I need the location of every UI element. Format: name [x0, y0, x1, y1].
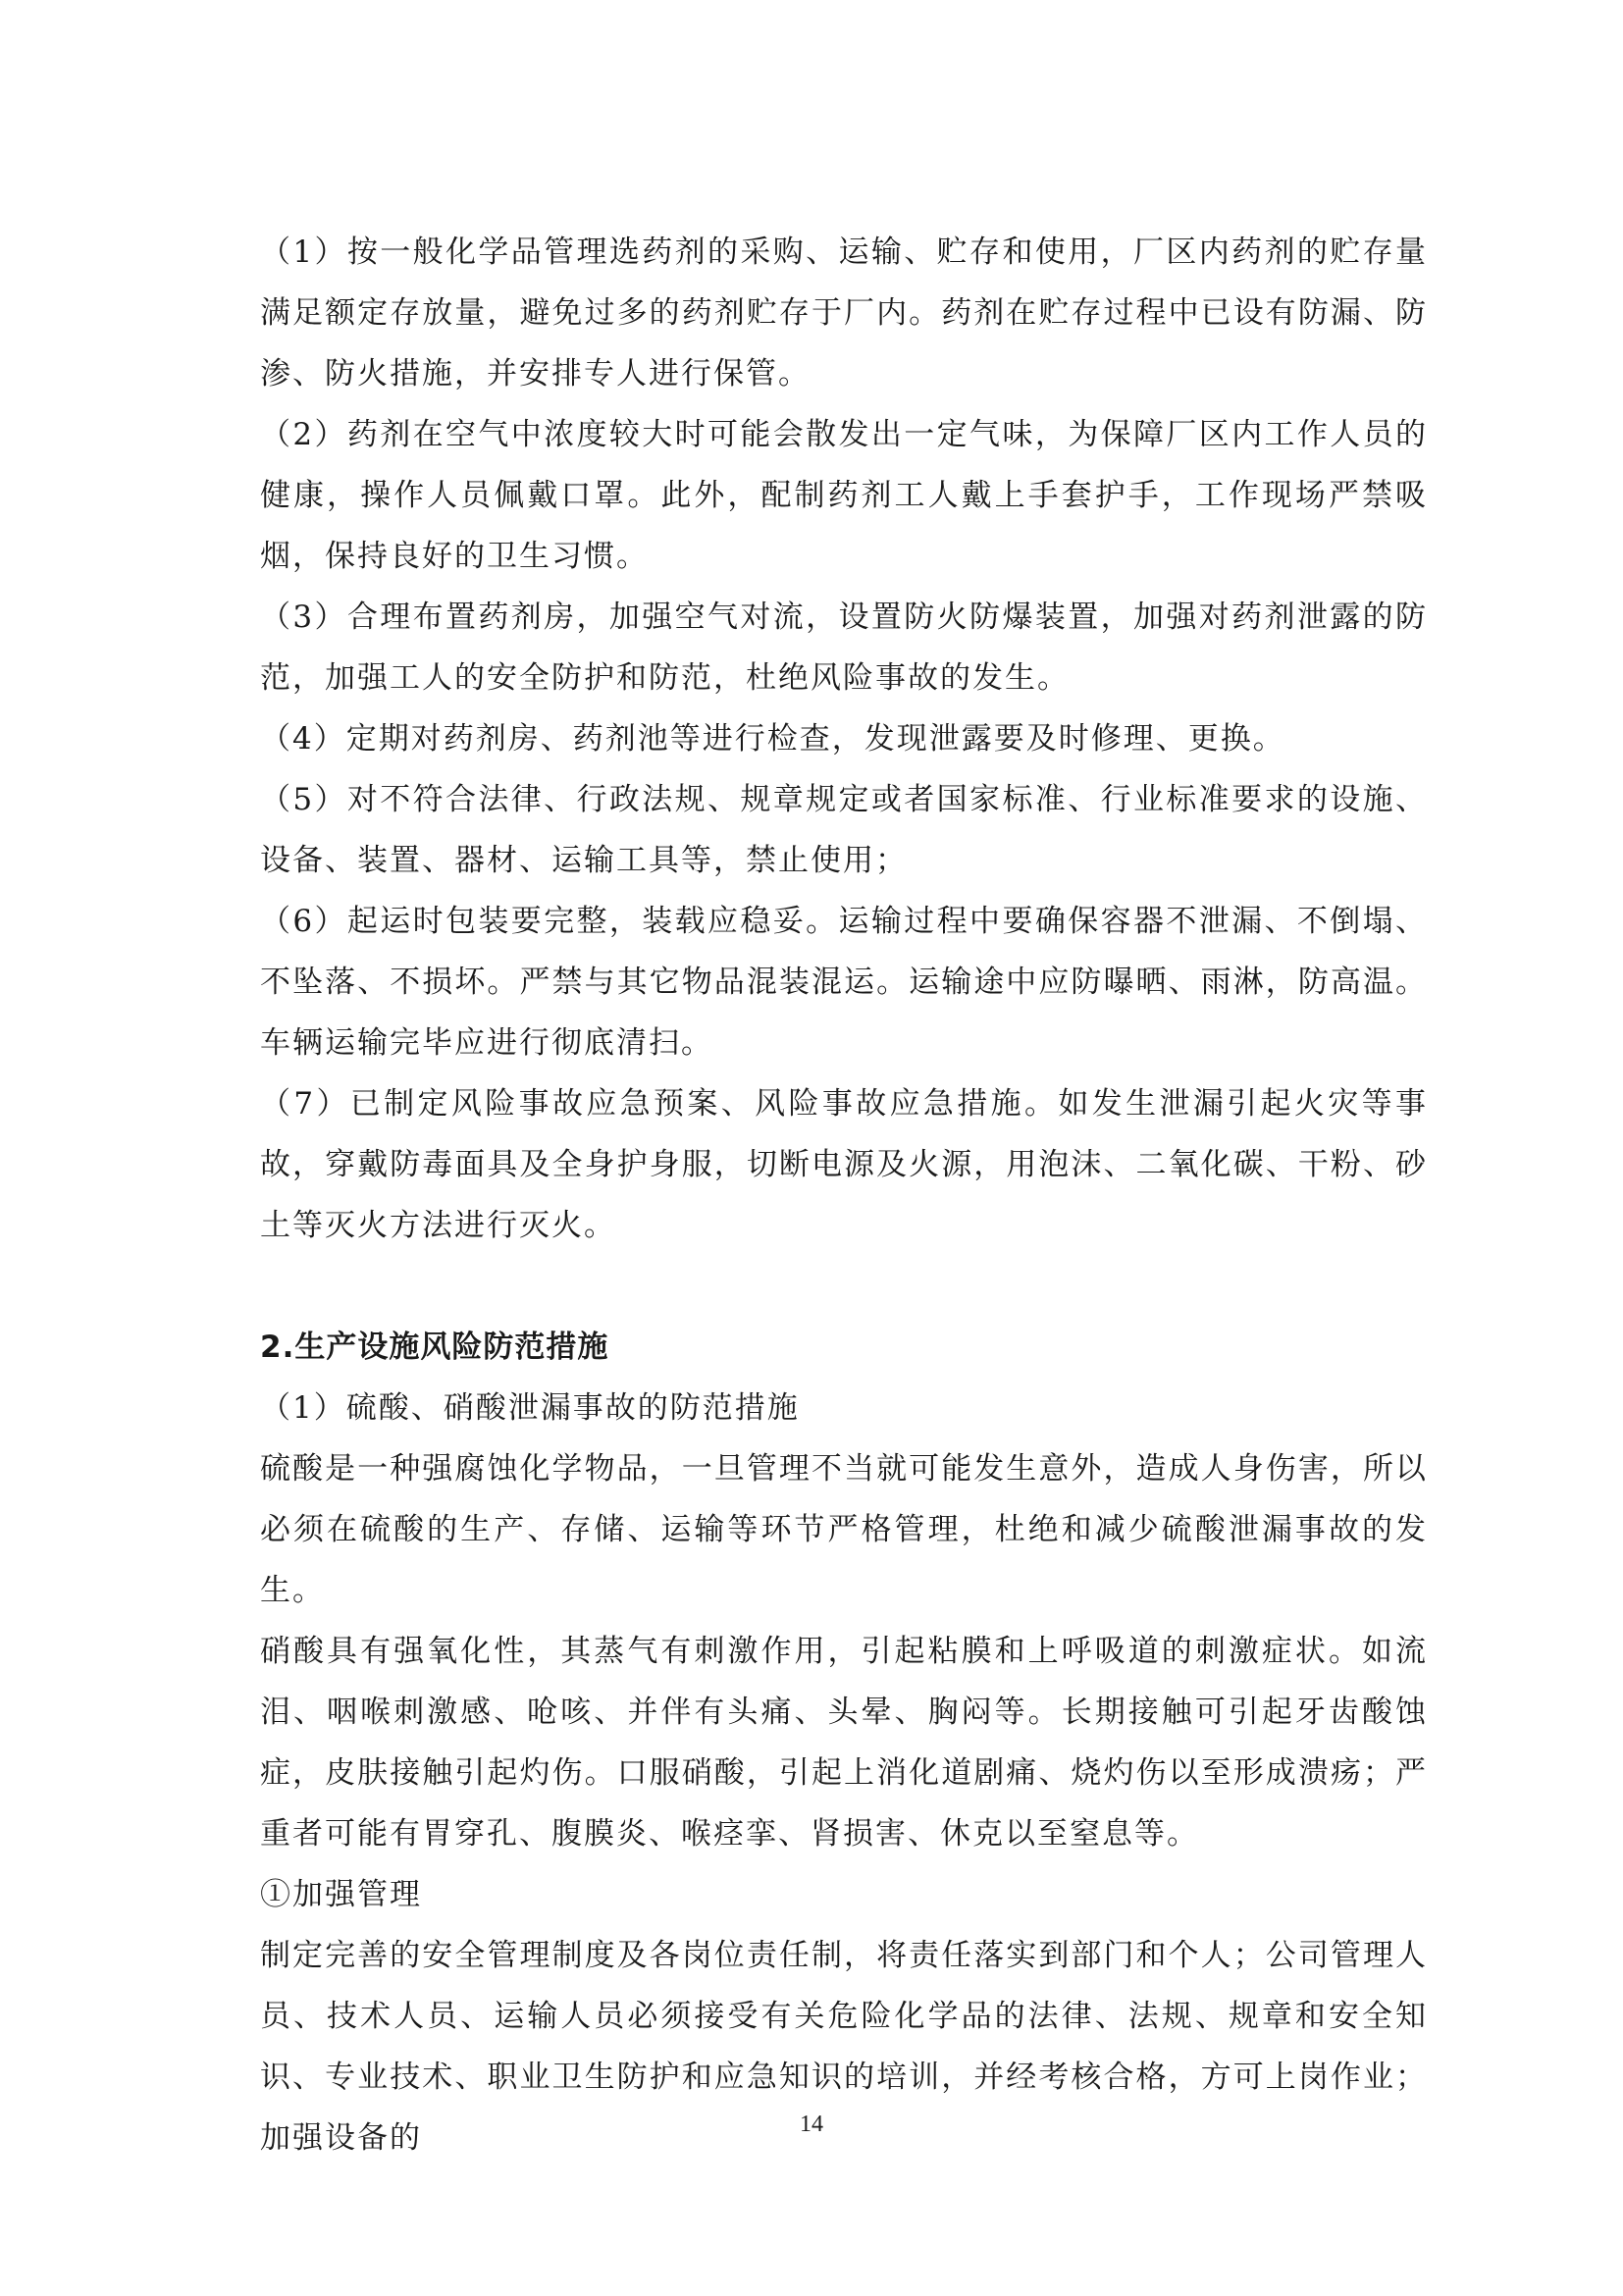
paragraph-3: （3）合理布置药剂房，加强空气对流，设置防火防爆装置，加强对药剂泄露的防范，加强工人的安全防护和防范，杜绝风险事故的发生。 [260, 600, 1428, 696]
paragraph-7: （7）已制定风险事故应急预案、风险事故应急措施。如发生泄漏引起火灾等事故，穿戴防毒面具及全身护身服，切断电源及火源，用泡沫、二氧化碳、干粉、砂土等灭火方法进行灭火。 [260, 1086, 1428, 1243]
paragraph-management: 制定完善的安全管理制度及各岗位责任制，将责任落实到部门和个人；公司管理人员、技术人员、运输人员必须接受有关危险化学品的法律、法规、规章和安全知识、专业技术、职业卫生防护和应急知识的培训，并经考核合格，方可上岗作业；加强设备的 [260, 1938, 1428, 2156]
paragraph-2: （2）药剂在空气中浓度较大时可能会散发出一定气味，为保障厂区内工作人员的健康，操作人员佩戴口罩。此外，配制药剂工人戴上手套护手，工作现场严禁吸烟，保持良好的卫生习惯。 [260, 417, 1428, 574]
paragraph-sulfuric-acid: 硫酸是一种强腐蚀化学物品，一旦管理不当就可能发生意外，造成人身伤害，所以必须在硫酸的生产、存储、运输等环节严格管理，杜绝和减少硫酸泄漏事故的发生。 [260, 1451, 1428, 1608]
paragraph-5: （5）对不符合法律、行政法规、规章规定或者国家标准、行业标准要求的设施、设备、装置、器材、运输工具等，禁止使用； [260, 782, 1428, 878]
section-heading: 2.生产设施风险防范措施 [260, 1330, 609, 1365]
page-body [260, 222, 1428, 2168]
paragraph-1: （1）按一般化学品管理选药剂的采购、运输、贮存和使用，厂区内药剂的贮存量满足额定存放量，避免过多的药剂贮存于厂内。药剂在贮存过程中已设有防漏、防渗、防火措施，并安排专人进行保管。 [260, 235, 1428, 391]
subheading-strengthen-management: ①加强管理 [260, 1877, 422, 1912]
paragraph-nitric-acid: 硝酸具有强氧化性，其蒸气有刺激作用，引起粘膜和上呼吸道的刺激症状。如流泪、咽喉刺激感、呛咳、并伴有头痛、头晕、胸闷等。长期接触可引起牙齿酸蚀症，皮肤接触引起灼伤。口服硝酸，引起上消化道剧痛、烧灼伤以至形成溃疡；严重者可能有胃穿孔、腹膜炎、喉痉挛、肾损害、休克以至窒息等。 [260, 1634, 1428, 1852]
paragraph-4: （4）定期对药剂房、药剂池等进行检查，发现泄露要及时修理、更换。 [260, 721, 1285, 757]
subheading-acid-leak: （1）硫酸、硝酸泄漏事故的防范措施 [260, 1390, 800, 1426]
paragraph-6: （6）起运时包装要完整，装载应稳妥。运输过程中要确保容器不泄漏、不倒塌、不坠落、不损坏。严禁与其它物品混装混运。运输途中应防曝晒、雨淋，防高温。车辆运输完毕应进行彻底清扫。 [260, 904, 1428, 1061]
page-number: 14 [800, 2112, 823, 2137]
section-gap [260, 1256, 1428, 1317]
